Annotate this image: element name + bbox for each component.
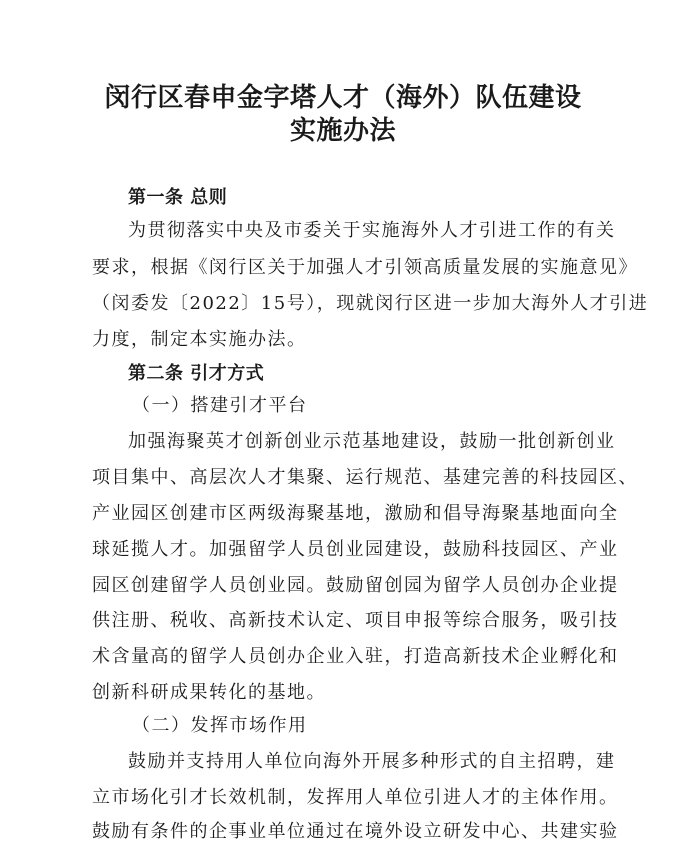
article-2-heading: 第二条 引才方式 <box>128 363 265 384</box>
section-1-heading: （一）搭建引才平台 <box>132 395 308 416</box>
paragraph-line: 立市场化引才长效机制，发挥用人单位引进人才的主体作用。 <box>92 787 619 808</box>
paragraph-line: 供注册、税收、高新技术认定、项目申报等综合服务，吸引技 <box>92 610 619 631</box>
paragraph-line: 产业园区创建市区两级海聚基地，激励和倡导海聚基地面向全 <box>92 503 619 524</box>
paragraph-line: 项目集中、高层次人才集聚、运行规范、基建完善的科技园区、 <box>92 467 638 488</box>
paragraph-line: 鼓励并支持用人单位向海外开展多种形式的自主招聘，建 <box>128 751 616 772</box>
paragraph-line: 园区创建留学人员创业园。鼓励留创园为留学人员创办企业提 <box>92 575 619 596</box>
paragraph-line: 加强海聚英才创新创业示范基地建设，鼓励一批创新创业 <box>128 431 616 452</box>
paragraph-line: 术含量高的留学人员创办企业入驻，打造高新技术企业孵化和 <box>92 646 619 667</box>
paragraph-line: 鼓励有条件的企事业单位通过在境外设立研发中心、共建实验 <box>92 821 619 842</box>
paragraph-line: 要求，根据《闵行区关于加强人才引领高质量发展的实施意见》 <box>92 257 638 278</box>
document-title-line-1: 闵行区春申金字塔人才（海外）队伍建设 <box>104 83 582 113</box>
paragraph-line: 创新科研成果转化的基地。 <box>92 682 326 703</box>
paragraph-line: 为贯彻落实中央及市委关于实施海外人才引进工作的有关 <box>128 220 616 241</box>
document-title-line-2: 实施办法 <box>289 116 396 146</box>
section-2-heading: （二）发挥市场作用 <box>132 715 308 736</box>
paragraph-line: 球延揽人才。加强留学人员创业园建设，鼓励科技园区、产业 <box>92 539 619 560</box>
article-1-heading: 第一条 总则 <box>128 187 228 208</box>
paragraph-line: 力度，制定本实施办法。 <box>92 329 307 350</box>
paragraph-line: （闵委发〔2022〕15号），现就闵行区进一步加大海外人才引进 <box>92 293 649 314</box>
